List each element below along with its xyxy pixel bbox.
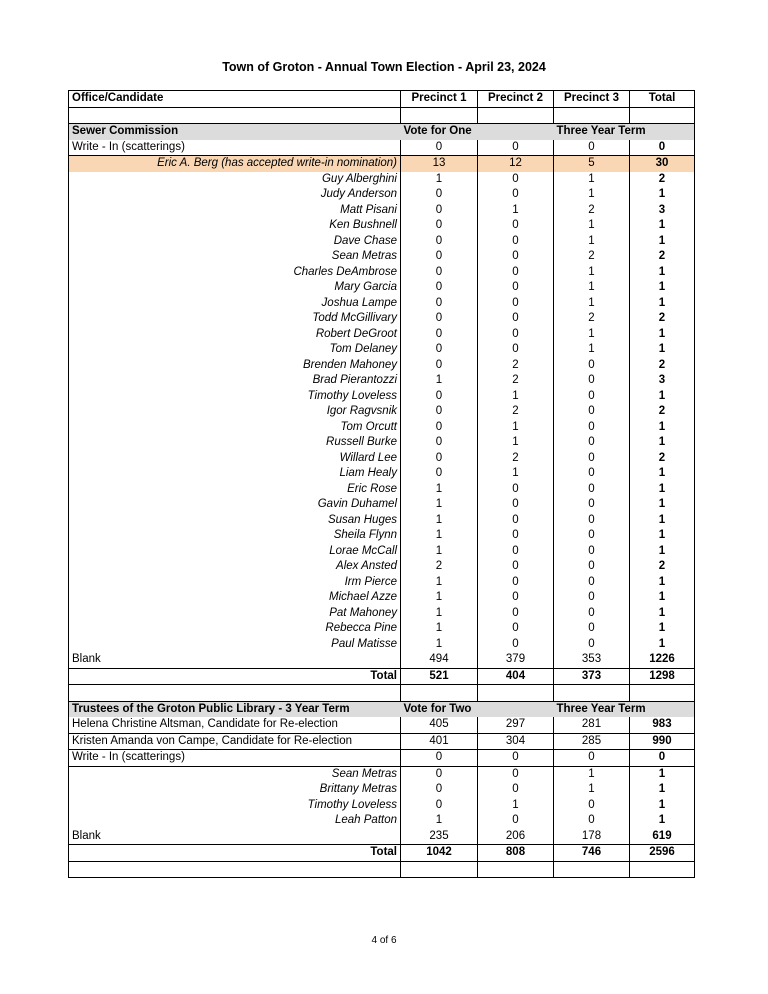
- empty-cell: [478, 861, 554, 878]
- total-votes: 2: [630, 358, 695, 374]
- table-row: [69, 265, 695, 281]
- table-row: [69, 544, 695, 560]
- precinct-3-votes: 178: [554, 829, 630, 845]
- total-votes: 1: [630, 187, 695, 203]
- precinct-2-votes: 2: [478, 373, 554, 389]
- candidate-name: Pat Mahoney: [69, 606, 401, 622]
- precinct-2-votes: 1: [478, 466, 554, 482]
- total-votes: 1: [630, 497, 695, 513]
- empty-cell: [69, 107, 401, 124]
- table-row: [69, 342, 695, 358]
- candidate-name: Judy Anderson: [69, 187, 401, 203]
- total-votes: 1226: [630, 652, 695, 668]
- table-row: [69, 482, 695, 498]
- table-row: [69, 296, 695, 312]
- precinct-3-votes: 1: [554, 342, 630, 358]
- precinct-3-votes: 1: [554, 172, 630, 188]
- precinct-3-votes: 5: [554, 156, 630, 172]
- grand-total: 1298: [630, 668, 695, 685]
- spacer-row: [69, 685, 695, 702]
- total-votes: 2: [630, 451, 695, 467]
- election-results-table: [68, 90, 695, 878]
- total-votes: 0: [630, 750, 695, 767]
- table-row: [69, 358, 695, 374]
- precinct-3-votes: 1: [554, 327, 630, 343]
- precinct-3-votes: 1: [554, 218, 630, 234]
- total-votes: 0: [630, 140, 695, 156]
- candidate-name: Timothy Loveless: [69, 389, 401, 405]
- precinct-1-votes: 0: [401, 187, 478, 203]
- total-row: [69, 668, 695, 685]
- header-office-candidate: Office/Candidate: [69, 91, 401, 108]
- candidate-name: Brenden Mahoney: [69, 358, 401, 374]
- table-row: [69, 280, 695, 296]
- precinct-1-votes: 401: [401, 733, 478, 750]
- table-row: [69, 327, 695, 343]
- candidate-name: Lorae McCall: [69, 544, 401, 560]
- term-label: Three Year Term: [554, 124, 695, 140]
- table-row: [69, 203, 695, 219]
- precinct-2-votes: 0: [478, 750, 554, 767]
- candidate-name: Eric A. Berg (has accepted write-in nomination): [69, 156, 401, 172]
- precinct-1-votes: 0: [401, 296, 478, 312]
- precinct-3-votes: 2: [554, 311, 630, 327]
- precinct-1-votes: 1: [401, 497, 478, 513]
- empty-cell: [630, 107, 695, 124]
- candidate-name: Tom Delaney: [69, 342, 401, 358]
- total-votes: 1: [630, 782, 695, 798]
- total-votes: 1: [630, 590, 695, 606]
- total-votes: 1: [630, 482, 695, 498]
- precinct-3-votes: 0: [554, 389, 630, 405]
- empty-cell: [478, 107, 554, 124]
- candidate-name: Timothy Loveless: [69, 798, 401, 814]
- table-row: [69, 513, 695, 529]
- precinct-2-votes: 2: [478, 358, 554, 374]
- precinct-3-votes: 0: [554, 750, 630, 767]
- candidate-name: Brad Pierantozzi: [69, 373, 401, 389]
- precinct-1-votes: 0: [401, 280, 478, 296]
- table-row: [69, 575, 695, 591]
- page-title: Town of Groton - Annual Town Election - April 23, 2024: [222, 60, 546, 74]
- candidate-name: Guy Alberghini: [69, 172, 401, 188]
- precinct-3-votes: 0: [554, 621, 630, 637]
- table-row: [69, 528, 695, 544]
- page-number: 4 of 6: [371, 935, 397, 946]
- table-row: [69, 187, 695, 203]
- precinct-3-votes: 1: [554, 766, 630, 782]
- candidate-name: Write - In (scatterings): [69, 140, 401, 156]
- total-votes: 2: [630, 311, 695, 327]
- total-votes: 1: [630, 342, 695, 358]
- total-votes: 1: [630, 798, 695, 814]
- precinct-2-votes: 0: [478, 497, 554, 513]
- precinct-2-votes: 0: [478, 296, 554, 312]
- candidate-name: Blank: [69, 829, 401, 845]
- precinct-3-votes: 0: [554, 435, 630, 451]
- table-row: [69, 559, 695, 575]
- table-row: [69, 172, 695, 188]
- total-votes: 30: [630, 156, 695, 172]
- precinct-3-votes: 0: [554, 140, 630, 156]
- total-votes: 1: [630, 234, 695, 250]
- table-row: [69, 750, 695, 767]
- precinct-1-votes: 0: [401, 234, 478, 250]
- precinct-2-votes: 0: [478, 140, 554, 156]
- precinct-2-votes: 0: [478, 813, 554, 829]
- precinct-1-votes: 13: [401, 156, 478, 172]
- precinct-3-votes: 2: [554, 203, 630, 219]
- precinct-1-votes: 0: [401, 782, 478, 798]
- precinct-1-votes: 0: [401, 265, 478, 281]
- precinct-3-total: 746: [554, 845, 630, 862]
- precinct-3-votes: 0: [554, 451, 630, 467]
- candidate-name: Robert DeGroot: [69, 327, 401, 343]
- precinct-2-votes: 12: [478, 156, 554, 172]
- precinct-3-votes: 1: [554, 280, 630, 296]
- precinct-1-votes: 0: [401, 389, 478, 405]
- precinct-3-votes: 1: [554, 187, 630, 203]
- candidate-name: Igor Ragvsnik: [69, 404, 401, 420]
- table-row: [69, 652, 695, 668]
- section-header-sewer: [69, 124, 695, 140]
- precinct-2-votes: 0: [478, 621, 554, 637]
- precinct-2-votes: 0: [478, 265, 554, 281]
- table-row: [69, 373, 695, 389]
- table-row: [69, 140, 695, 156]
- precinct-1-votes: 1: [401, 621, 478, 637]
- empty-cell: [554, 107, 630, 124]
- precinct-2-votes: 0: [478, 280, 554, 296]
- precinct-3-votes: 0: [554, 497, 630, 513]
- term-label: Three Year Term: [554, 701, 695, 717]
- total-votes: 619: [630, 829, 695, 845]
- table-row: [69, 249, 695, 265]
- precinct-1-votes: 1: [401, 528, 478, 544]
- header-total: Total: [630, 91, 695, 108]
- precinct-2-votes: 0: [478, 606, 554, 622]
- precinct-2-votes: 0: [478, 782, 554, 798]
- precinct-1-votes: 1: [401, 172, 478, 188]
- table-row: [69, 389, 695, 405]
- precinct-3-votes: 2: [554, 249, 630, 265]
- precinct-1-votes: 235: [401, 829, 478, 845]
- total-votes: 1: [630, 389, 695, 405]
- candidate-name: Sean Metras: [69, 766, 401, 782]
- precinct-1-votes: 0: [401, 451, 478, 467]
- precinct-3-votes: 0: [554, 513, 630, 529]
- total-votes: 1: [630, 766, 695, 782]
- total-votes: 1: [630, 544, 695, 560]
- precinct-2-total: 404: [478, 668, 554, 685]
- precinct-3-votes: 0: [554, 482, 630, 498]
- precinct-1-votes: 1: [401, 513, 478, 529]
- precinct-2-votes: 2: [478, 404, 554, 420]
- table-row: [69, 606, 695, 622]
- precinct-1-votes: 1: [401, 373, 478, 389]
- precinct-1-votes: 1: [401, 575, 478, 591]
- candidate-name: Charles DeAmbrose: [69, 265, 401, 281]
- spacer-row: [69, 107, 695, 124]
- total-row: [69, 845, 695, 862]
- precinct-3-votes: 0: [554, 590, 630, 606]
- precinct-3-votes: 285: [554, 733, 630, 750]
- total-votes: 983: [630, 717, 695, 733]
- candidate-name: Sheila Flynn: [69, 528, 401, 544]
- total-votes: 990: [630, 733, 695, 750]
- total-votes: 1: [630, 466, 695, 482]
- total-votes: 3: [630, 203, 695, 219]
- candidate-name: Susan Huges: [69, 513, 401, 529]
- candidate-name: Gavin Duhamel: [69, 497, 401, 513]
- candidate-name: Willard Lee: [69, 451, 401, 467]
- total-votes: 1: [630, 606, 695, 622]
- precinct-1-votes: 0: [401, 766, 478, 782]
- table-row: [69, 497, 695, 513]
- precinct-2-votes: 1: [478, 203, 554, 219]
- precinct-2-votes: 379: [478, 652, 554, 668]
- header-precinct-2: Precinct 2: [478, 91, 554, 108]
- empty-cell: [401, 861, 478, 878]
- total-votes: 1: [630, 435, 695, 451]
- table-row: [69, 766, 695, 782]
- precinct-2-votes: 0: [478, 766, 554, 782]
- precinct-1-votes: 1: [401, 813, 478, 829]
- candidate-name: Eric Rose: [69, 482, 401, 498]
- candidate-name: Russell Burke: [69, 435, 401, 451]
- header-precinct-1: Precinct 1: [401, 91, 478, 108]
- table-row: [69, 733, 695, 750]
- precinct-3-votes: 0: [554, 606, 630, 622]
- precinct-1-votes: 0: [401, 311, 478, 327]
- candidate-name: Ken Bushnell: [69, 218, 401, 234]
- candidate-name: Irm Pierce: [69, 575, 401, 591]
- total-votes: 1: [630, 528, 695, 544]
- precinct-1-votes: 1: [401, 637, 478, 653]
- candidate-name: Dave Chase: [69, 234, 401, 250]
- candidate-name: Helena Christine Altsman, Candidate for Re-election: [69, 717, 401, 733]
- total-votes: 1: [630, 218, 695, 234]
- candidate-name: Brittany Metras: [69, 782, 401, 798]
- empty-cell: [554, 685, 630, 702]
- total-votes: 1: [630, 420, 695, 436]
- precinct-1-total: 1042: [401, 845, 478, 862]
- empty-cell: [69, 861, 401, 878]
- precinct-2-votes: 0: [478, 249, 554, 265]
- total-votes: 2: [630, 249, 695, 265]
- precinct-2-votes: 1: [478, 798, 554, 814]
- total-votes: 1: [630, 280, 695, 296]
- table-header-row: [69, 91, 695, 108]
- precinct-2-votes: 304: [478, 733, 554, 750]
- precinct-2-votes: 0: [478, 218, 554, 234]
- section-title: Trustees of the Groton Public Library - 3 Year Term: [69, 701, 401, 717]
- precinct-3-votes: 281: [554, 717, 630, 733]
- table-row: [69, 420, 695, 436]
- table-row: [69, 466, 695, 482]
- total-votes: 2: [630, 172, 695, 188]
- candidate-name: Joshua Lampe: [69, 296, 401, 312]
- candidate-name: Leah Patton: [69, 813, 401, 829]
- precinct-2-votes: 0: [478, 575, 554, 591]
- precinct-1-votes: 0: [401, 750, 478, 767]
- precinct-1-votes: 1: [401, 590, 478, 606]
- total-votes: 3: [630, 373, 695, 389]
- total-votes: 1: [630, 621, 695, 637]
- precinct-2-votes: 0: [478, 544, 554, 560]
- precinct-2-votes: 0: [478, 311, 554, 327]
- precinct-2-votes: 1: [478, 389, 554, 405]
- precinct-2-votes: 0: [478, 559, 554, 575]
- table-row: [69, 637, 695, 653]
- precinct-2-votes: 1: [478, 435, 554, 451]
- empty-cell: [69, 685, 401, 702]
- precinct-2-votes: 0: [478, 172, 554, 188]
- empty-cell: [401, 107, 478, 124]
- precinct-2-votes: 1: [478, 420, 554, 436]
- precinct-3-votes: 0: [554, 637, 630, 653]
- total-votes: 2: [630, 404, 695, 420]
- precinct-1-votes: 0: [401, 420, 478, 436]
- precinct-1-votes: 1: [401, 482, 478, 498]
- precinct-1-votes: 1: [401, 544, 478, 560]
- precinct-3-votes: 0: [554, 813, 630, 829]
- precinct-3-votes: 1: [554, 234, 630, 250]
- section-title: Sewer Commission: [69, 124, 401, 140]
- total-votes: 1: [630, 296, 695, 312]
- precinct-3-votes: 0: [554, 575, 630, 591]
- table-row: [69, 621, 695, 637]
- precinct-1-votes: 0: [401, 249, 478, 265]
- candidate-name: Mary Garcia: [69, 280, 401, 296]
- table-row: [69, 829, 695, 845]
- total-votes: 1: [630, 327, 695, 343]
- precinct-3-votes: 0: [554, 798, 630, 814]
- total-votes: 1: [630, 637, 695, 653]
- precinct-2-votes: 0: [478, 590, 554, 606]
- grand-total: 2596: [630, 845, 695, 862]
- precinct-3-votes: 0: [554, 466, 630, 482]
- precinct-1-votes: 0: [401, 404, 478, 420]
- precinct-3-votes: 0: [554, 373, 630, 389]
- empty-cell: [478, 685, 554, 702]
- empty-cell: [401, 685, 478, 702]
- precinct-2-votes: 297: [478, 717, 554, 733]
- precinct-2-votes: 0: [478, 327, 554, 343]
- precinct-2-votes: 0: [478, 513, 554, 529]
- precinct-1-votes: 0: [401, 218, 478, 234]
- precinct-3-votes: 1: [554, 296, 630, 312]
- precinct-2-votes: 0: [478, 342, 554, 358]
- precinct-3-votes: 0: [554, 420, 630, 436]
- precinct-2-votes: 0: [478, 482, 554, 498]
- precinct-1-votes: 0: [401, 435, 478, 451]
- precinct-1-votes: 1: [401, 606, 478, 622]
- candidate-name: Rebecca Pine: [69, 621, 401, 637]
- table-row: [69, 451, 695, 467]
- empty-cell: [630, 685, 695, 702]
- table-row: [69, 590, 695, 606]
- precinct-1-votes: 405: [401, 717, 478, 733]
- table-row: [69, 798, 695, 814]
- empty-cell: [630, 861, 695, 878]
- candidate-name: Blank: [69, 652, 401, 668]
- spacer-row: [69, 861, 695, 878]
- precinct-3-votes: 1: [554, 265, 630, 281]
- precinct-1-votes: 0: [401, 203, 478, 219]
- header-precinct-3: Precinct 3: [554, 91, 630, 108]
- precinct-2-votes: 2: [478, 451, 554, 467]
- candidate-name: Liam Healy: [69, 466, 401, 482]
- total-votes: 2: [630, 559, 695, 575]
- precinct-2-votes: 0: [478, 637, 554, 653]
- vote-for-label: Vote for Two: [401, 701, 554, 717]
- precinct-1-votes: 0: [401, 327, 478, 343]
- precinct-1-votes: 0: [401, 140, 478, 156]
- total-votes: 1: [630, 513, 695, 529]
- table-row: [69, 717, 695, 733]
- precinct-2-votes: 0: [478, 528, 554, 544]
- precinct-3-votes: 0: [554, 358, 630, 374]
- table-row: [69, 813, 695, 829]
- candidate-name: Kristen Amanda von Campe, Candidate for Re-election: [69, 733, 401, 750]
- empty-cell: [554, 861, 630, 878]
- table-row: [69, 435, 695, 451]
- precinct-3-votes: 0: [554, 404, 630, 420]
- table-row: [69, 218, 695, 234]
- candidate-name: Alex Ansted: [69, 559, 401, 575]
- precinct-1-votes: 0: [401, 798, 478, 814]
- candidate-name: Matt Pisani: [69, 203, 401, 219]
- table-row: [69, 156, 695, 172]
- precinct-1-votes: 0: [401, 358, 478, 374]
- candidate-name: Paul Matisse: [69, 637, 401, 653]
- precinct-3-votes: 0: [554, 559, 630, 575]
- total-votes: 1: [630, 575, 695, 591]
- precinct-2-votes: 206: [478, 829, 554, 845]
- precinct-3-votes: 353: [554, 652, 630, 668]
- precinct-1-votes: 0: [401, 466, 478, 482]
- candidate-name: Sean Metras: [69, 249, 401, 265]
- candidate-name: Todd McGillivary: [69, 311, 401, 327]
- precinct-2-votes: 0: [478, 234, 554, 250]
- vote-for-label: Vote for One: [401, 124, 554, 140]
- precinct-1-votes: 0: [401, 342, 478, 358]
- candidate-name: Tom Orcutt: [69, 420, 401, 436]
- precinct-3-votes: 0: [554, 544, 630, 560]
- precinct-2-votes: 0: [478, 187, 554, 203]
- precinct-1-votes: 494: [401, 652, 478, 668]
- precinct-1-votes: 2: [401, 559, 478, 575]
- table-row: [69, 404, 695, 420]
- candidate-name: Michael Azze: [69, 590, 401, 606]
- precinct-3-votes: 0: [554, 528, 630, 544]
- section-header-library: [69, 701, 695, 717]
- total-votes: 1: [630, 813, 695, 829]
- precinct-2-total: 808: [478, 845, 554, 862]
- precinct-3-votes: 1: [554, 782, 630, 798]
- precinct-1-total: 521: [401, 668, 478, 685]
- precinct-3-total: 373: [554, 668, 630, 685]
- candidate-name: Write - In (scatterings): [69, 750, 401, 767]
- table-row: [69, 311, 695, 327]
- total-label: Total: [69, 845, 401, 862]
- total-label: Total: [69, 668, 401, 685]
- table-row: [69, 234, 695, 250]
- total-votes: 1: [630, 265, 695, 281]
- table-row: [69, 782, 695, 798]
